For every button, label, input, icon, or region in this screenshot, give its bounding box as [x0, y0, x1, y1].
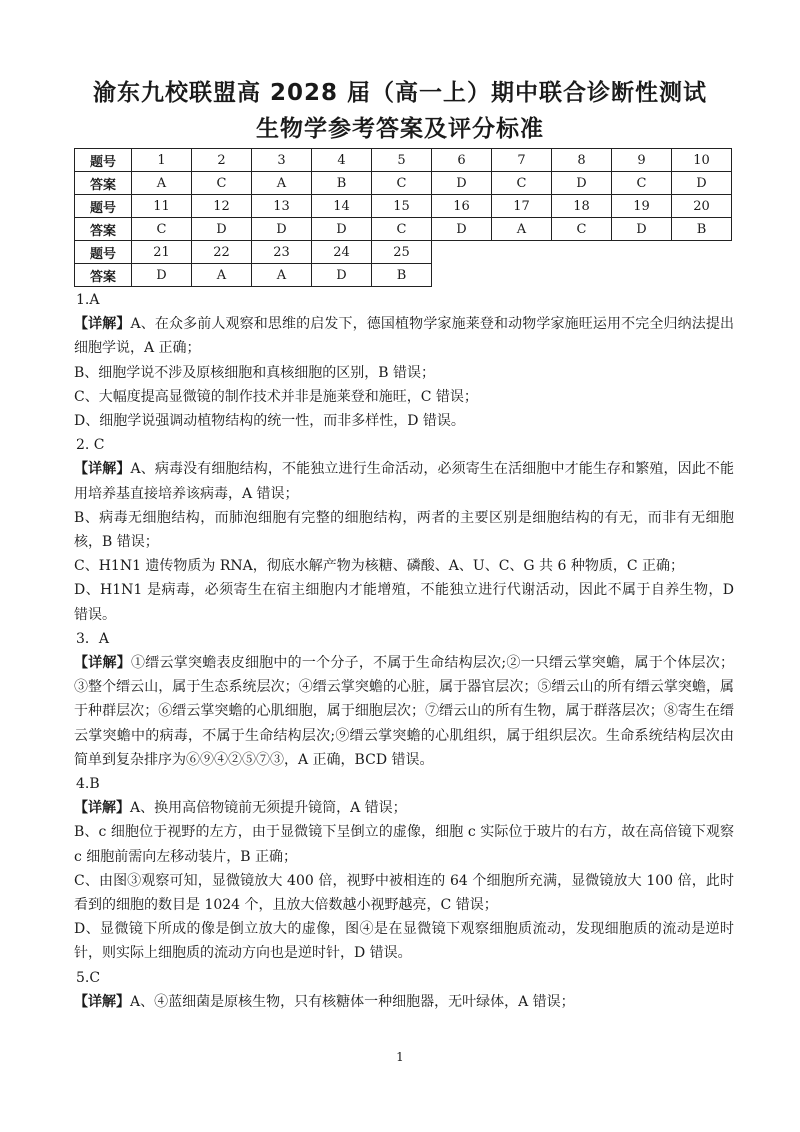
explanation-paragraph: 【详解】A、换用高倍物镜前无须提升镜筒，A 错误； — [74, 800, 407, 817]
empty-cell — [672, 241, 732, 264]
explanation-paragraph: 【详解】A、病毒没有细胞结构，不能独立进行生命活动，必须寄生在活细胞中才能生存和繁殖，因此不能用培养基直接培养该病毒，A 错误； — [74, 461, 735, 502]
answer-row — [75, 218, 732, 241]
explanation-paragraph: 【详解】A、④蓝细菌是原核生物，只有核糖体一种细胞器，无叶绿体，A 错误； — [74, 993, 575, 1010]
question-number-cell: 5 — [372, 149, 432, 172]
question-number-cell: 12 — [192, 195, 252, 218]
question-number-cell: 20 — [672, 195, 732, 218]
question-number-cell: 23 — [252, 241, 312, 264]
answer-value-cell: D — [252, 218, 312, 241]
empty-cell — [492, 264, 552, 287]
answer-value-cell: A — [132, 172, 192, 195]
question-number-cell: 24 — [312, 241, 372, 264]
answer-label-cell: 答案 — [75, 172, 132, 195]
answer-value-cell: B — [372, 264, 432, 287]
explanation-paragraph: C、大幅度提高显微镜的制作技术并非是施莱登和施旺，C 错误； — [74, 388, 478, 405]
question-number-cell: 18 — [552, 195, 612, 218]
answer-value-cell: C — [492, 172, 552, 195]
document-subtitle: 生物学参考答案及评分标准 — [256, 116, 544, 142]
explanation-paragraph: C、H1N1 遗传物质为 RNA，彻底水解产物为核糖、磷酸、A、U、C、G 共 6 种物质，C 正确； — [74, 558, 685, 575]
answer-label-cell: 答案 — [75, 218, 132, 241]
explanation-paragraph: D、细胞学说强调动植物结构的统一性，而非多样性，D 错误。 — [74, 413, 465, 430]
question-label-cell: 题号 — [75, 195, 132, 218]
explanation-paragraph: B、病毒无细胞结构，而肺泡细胞有完整的细胞结构，两者的主要区别是细胞结构的有无，而非有无细胞核，B 错误； — [74, 509, 734, 551]
empty-cell — [552, 241, 612, 264]
answer-value-cell: A — [492, 218, 552, 241]
answer-value-cell: D — [612, 218, 672, 241]
answer-value-cell: D — [432, 172, 492, 195]
question-number-row — [75, 195, 732, 218]
question-number-cell: 2 — [192, 149, 252, 172]
answer-value-cell: D — [132, 264, 192, 287]
detail-marker: 【详解】 — [74, 800, 130, 817]
answer-value-cell: A — [252, 264, 312, 287]
question-number-row — [75, 241, 732, 264]
question-number-row — [75, 149, 732, 172]
answer-table — [74, 148, 732, 287]
question-number-cell: 21 — [132, 241, 192, 264]
question-number-cell: 4 — [312, 149, 372, 172]
detail-marker: 【详解】 — [74, 993, 130, 1010]
question-number-cell: 9 — [612, 149, 672, 172]
empty-cell — [612, 264, 672, 287]
question-number-cell: 13 — [252, 195, 312, 218]
answer-value-cell: D — [672, 172, 732, 195]
question-number-cell: 19 — [612, 195, 672, 218]
question-number-cell: 16 — [432, 195, 492, 218]
explanation-paragraph: C、由图③观察可知，显微镜放大 400 倍，视野中被相连的 64 个细胞所充满，显微镜放大 100 倍，此时看到的细胞的数目是 1024 个，且放大倍数越小视野越亮，C 错误； — [74, 872, 734, 914]
answer-value-cell: D — [552, 172, 612, 195]
detail-marker: 【详解】 — [74, 316, 131, 333]
explanation-paragraph: D、显微镜下所成的像是倒立放大的虚像，图④是在显微镜下观察细胞质流动，发现细胞质的流动是逆时针，则实际上细胞质的流动方向也是逆时针，D 错误。 — [74, 921, 734, 962]
explanation-paragraph: 【详解】①缙云掌突蟾表皮细胞中的一个分子，不属于生命结构层次;②一只缙云掌突蟾，属于个体层次；③整个缙云山，属于生态系统层次；④缙云掌突蟾的心脏，属于器官层次；⑤缙云山的所有缙云掌突蟾，属于种群层次；⑥缙云掌突蟾的心肌细胞，属于细胞层次；⑦缙云山的所有生物，属于群落层次；⑧寄生在缙云掌突蟾中的病毒，不属于生命结构层次;⑨缙云掌突蟾的心肌组织，属于组织层次。生命系统结构层次由简单到复杂排序为⑥⑨④②⑤⑦③，A 正确，BCD 错误。 — [74, 655, 734, 768]
question-heading: 5.C — [76, 969, 101, 986]
question-number-cell: 17 — [492, 195, 552, 218]
question-number-cell: 10 — [672, 149, 732, 172]
answer-value-cell: C — [612, 172, 672, 195]
answer-value-cell: C — [372, 172, 432, 195]
question-label-cell: 题号 — [75, 149, 132, 172]
question-number-cell: 7 — [492, 149, 552, 172]
answer-row — [75, 264, 732, 287]
answer-value-cell: D — [312, 218, 372, 241]
answer-value-cell: C — [552, 218, 612, 241]
answer-value-cell: A — [252, 172, 312, 195]
question-number-cell: 11 — [132, 195, 192, 218]
explanation-paragraph: D、H1N1 是病毒，必须寄生在宿主细胞内才能增殖，不能独立进行代谢活动，因此不属于自养生物，D 错误。 — [74, 582, 734, 623]
question-label-cell: 题号 — [75, 241, 132, 264]
question-heading: 4.B — [76, 776, 100, 793]
detail-marker: 【详解】 — [74, 655, 131, 672]
question-heading: 1.A — [76, 292, 100, 308]
page-number: 1 — [396, 1050, 404, 1064]
explanation-paragraph: B、细胞学说不涉及原核细胞和真核细胞的区别，B 错误； — [74, 364, 436, 381]
question-number-cell: 22 — [192, 241, 252, 264]
question-number-cell: 1 — [132, 149, 192, 172]
question-number-cell: 8 — [552, 149, 612, 172]
question-number-cell: 3 — [252, 149, 312, 172]
empty-cell — [552, 264, 612, 287]
answer-value-cell: C — [192, 172, 252, 195]
question-number-cell: 25 — [372, 241, 432, 264]
question-heading: 2. C — [76, 437, 105, 454]
answer-value-cell: D — [312, 264, 372, 287]
answer-row — [75, 172, 732, 195]
question-number-cell: 15 — [372, 195, 432, 218]
explanation-paragraph: 【详解】A、在众多前人观察和思维的启发下，德国植物学家施莱登和动物学家施旺运用不完全归纳法提出细胞学说，A 正确； — [74, 316, 735, 357]
empty-cell — [672, 264, 732, 287]
answer-value-cell: C — [132, 218, 192, 241]
question-heading: 3．A — [76, 630, 110, 647]
answer-value-cell: B — [312, 172, 372, 195]
detail-marker: 【详解】 — [74, 461, 131, 478]
empty-cell — [432, 264, 492, 287]
question-number-cell: 14 — [312, 195, 372, 218]
document-title: 渝东九校联盟高 2028 届（高一上）期中联合诊断性测试 — [92, 80, 708, 106]
question-number-cell: 6 — [432, 149, 492, 172]
explanation-paragraph: B、c 细胞位于视野的左方，由于显微镜下呈倒立的虚像，细胞 c 实际位于玻片的右方，故在高倍镜下观察 c 细胞前需向左移动装片，B 正确； — [74, 824, 734, 865]
explanations — [74, 288, 734, 1014]
answer-value-cell: D — [432, 218, 492, 241]
answer-value-cell: C — [372, 218, 432, 241]
answer-value-cell: B — [672, 218, 732, 241]
answer-value-cell: A — [192, 264, 252, 287]
answer-label-cell: 答案 — [75, 264, 132, 287]
empty-cell — [432, 241, 492, 264]
empty-cell — [492, 241, 552, 264]
empty-cell — [612, 241, 672, 264]
answer-value-cell: D — [192, 218, 252, 241]
